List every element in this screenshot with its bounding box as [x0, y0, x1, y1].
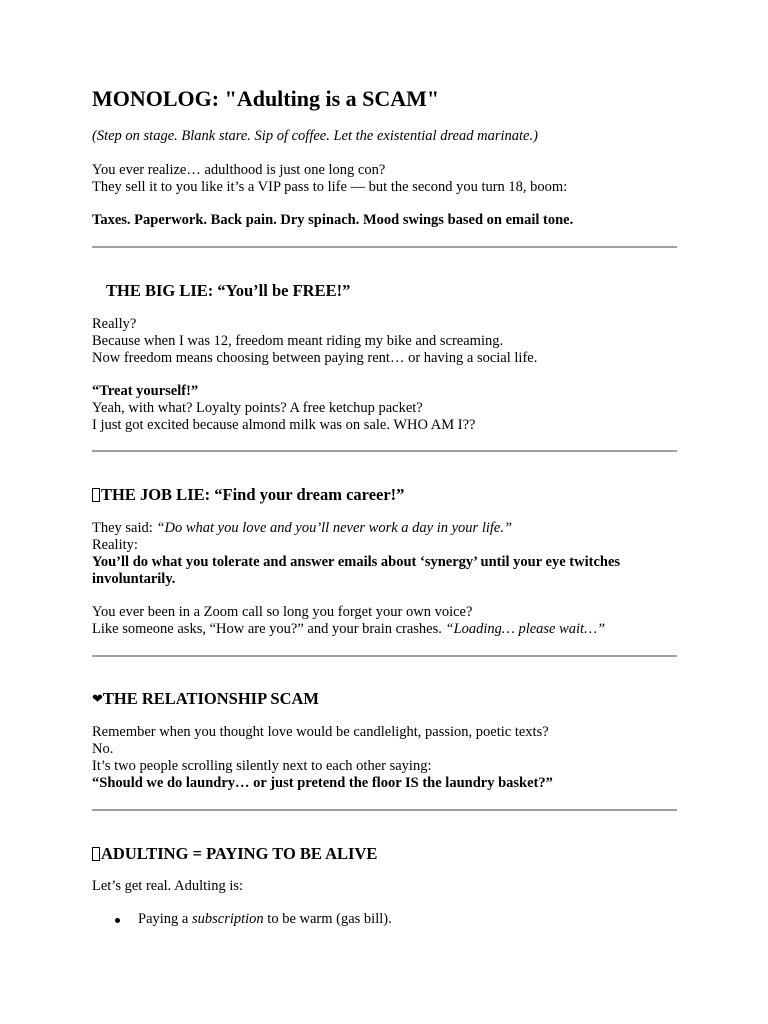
zoom-line-2-prefix: Like someone asks, “How are you?” and your brain crashes. [92, 621, 446, 637]
zoom-line-1: You ever been in a Zoom call so long you forget your own voice? [92, 604, 473, 620]
relationship-line-1: Remember when you thought love would be candlelight, passion, poetic texts? [92, 724, 549, 740]
document-title: MONOLOG: "Adulting is a SCAM" [92, 86, 440, 111]
loading-quote: “Loading… please wait…” [445, 621, 606, 637]
list-item-prefix: Paying a [138, 911, 192, 927]
reality-bold-text: You’ll do what you tolerate and answer emails about ‘synergy’ until your eye twitches involuntarily. [92, 554, 621, 587]
list-item [92, 911, 392, 928]
heading-paying-text: ADULTING = PAYING TO BE ALIVE [101, 844, 378, 863]
bullet-icon [115, 918, 120, 923]
intro-paragraph [92, 162, 682, 196]
treat-yourself-quote: “Treat yourself!” [92, 383, 199, 399]
intro-line-1: You ever realize… adulthood is just one long con? [92, 162, 386, 178]
intro-bold-line: Taxes. Paperwork. Back pain. Dry spinach. Mood swings based on email tone. [92, 212, 574, 228]
big-lie-line-3: Now freedom means choosing between paying rent… or having a social life. [92, 350, 538, 366]
adulting-list [92, 911, 392, 928]
section-divider [92, 655, 677, 657]
big-lie-p2-line-2: Yeah, with what? Loyalty points? A free ketchup packet? [92, 400, 423, 416]
heading-big-lie: THE BIG LIE: “You’ll be FREE!” [106, 281, 351, 300]
section-divider [92, 246, 677, 248]
they-said-prefix: They said: [92, 520, 157, 536]
they-said-quote: “Do what you love and you’ll never work a day in your life.” [156, 520, 513, 536]
heading-job-lie-text: THE JOB LIE: “Find your dream career!” [101, 485, 405, 504]
section-divider [92, 450, 677, 452]
relationship-line-3: It’s two people scrolling silently next to each other saying: [92, 758, 432, 774]
big-lie-line-1: Really? [92, 316, 137, 332]
list-item-suffix: to be warm (gas bill). [263, 911, 392, 927]
big-lie-line-2: Because when I was 12, freedom meant riding my bike and screaming. [92, 333, 504, 349]
job-lie-paragraph-1 [92, 520, 682, 588]
heart-icon: ❤ [92, 692, 103, 707]
list-item-italic: subscription [191, 911, 264, 927]
paying-intro: Let’s get real. Adulting is: [92, 878, 244, 894]
relationship-paragraph [92, 724, 682, 792]
intro-line-2: They sell it to you like it’s a VIP pass to life — but the second you turn 18, boom: [92, 179, 568, 195]
stage-direction: (Step on stage. Blank stare. Sip of coffee. Let the existential dread marinate.) [92, 128, 538, 144]
big-lie-p2-line-3: I just got excited because almond milk was on sale. WHO AM I?? [92, 417, 476, 433]
heading-relationship-text: THE RELATIONSHIP SCAM [102, 689, 319, 708]
reality-label: Reality: [92, 537, 138, 553]
heading-paying [92, 844, 377, 864]
relationship-line-2: No. [92, 741, 114, 757]
zoom-line-2 [92, 621, 682, 638]
big-lie-paragraph-2 [92, 383, 682, 434]
big-lie-paragraph-1 [92, 316, 682, 367]
section-divider [92, 809, 677, 811]
laundry-quote: “Should we do laundry… or just pretend the floor IS the laundry basket?” [92, 775, 553, 791]
heading-relationship [92, 689, 319, 709]
missing-glyph-icon [92, 488, 100, 502]
they-said-line [92, 520, 682, 537]
job-lie-paragraph-2 [92, 604, 682, 638]
heading-job-lie [92, 485, 404, 505]
missing-glyph-icon [92, 847, 100, 861]
